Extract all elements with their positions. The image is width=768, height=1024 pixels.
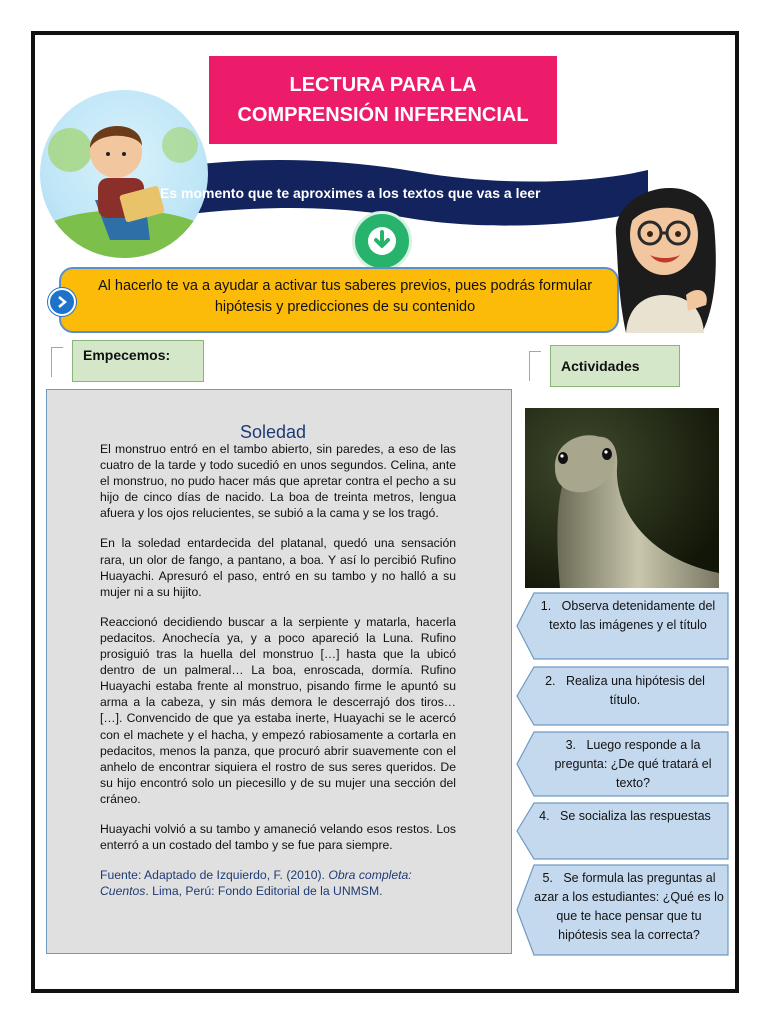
info-text: Al hacerlo te va a ayudar a activar tus saberes previos, pues podrás formular hipótesis y predicciones de su contenido xyxy=(97,278,593,315)
page-title xyxy=(209,56,557,144)
story-body xyxy=(100,441,456,913)
chevron-right-icon xyxy=(48,288,76,316)
arrow-down-icon xyxy=(367,226,397,256)
activities-label-bracket xyxy=(529,351,541,381)
activity-2-text xyxy=(532,672,718,710)
down-arrow-button[interactable] xyxy=(352,211,412,271)
snake-image xyxy=(525,408,719,588)
start-label: Empecemos: xyxy=(72,340,204,382)
teacher-illustration xyxy=(606,165,722,333)
activity-3-num: 3. xyxy=(565,738,577,752)
story-paragraph-3: Reaccionó decidiendo buscar a la serpiente y matarla, hacerla pedacitos. Anochecía ya, y a poco apareció la Luna. Rufino prosiguió tras la huella del monstruo […] hasta que la ubicó dentro de un palmeral… La boa, enroscada, dormía. Rufino Huayachi estaba frente al monstruo, pisando firme le apuntó su arma a la cabeza, y sin más demora le descerrajó dos tiros… […]. Convencido de que ya estaba inerte, Huayachi se le acercó con el machete y el hacha, y empezó rabiosamente a cortarla en pedacitos, menos la panza, que procuró abrir suavemente con el anhelo de encontrar siquiera el rostro de sus seres queridos. De su hijo encontró solo un piecesillo y de su mujer una sección del cráneo. xyxy=(100,614,456,806)
activity-1-num: 1. xyxy=(540,599,552,613)
banner-text: Es momento que te aproximes a los textos que vas a leer xyxy=(160,185,541,201)
story-paragraph-4: Huayachi volvió a su tambo y amaneció velando esos restos. Los enterró a un costado del tambo y se fue para siempre. xyxy=(100,821,456,853)
activity-5-label: Se formula las preguntas al azar a los estudiantes: ¿Qué es lo que te hace pensar que tu hipótesis sea la correcta? xyxy=(534,871,724,942)
activity-1-text xyxy=(530,597,726,635)
story-paragraph-1: El monstruo entró en el tambo abierto, sin paredes, a eso de las cuatro de la tarde y todo sucedió en unos segundos. Celina, ante el monstruo, no pudo hacer más que apretar contra el pecho a su hijo de cinco días de nacido. La boa de treinta metros, lengua afuera y los ojos relucientes, se subió a la cama y se los tragó. xyxy=(100,442,456,521)
activity-5-num: 5. xyxy=(542,871,553,885)
reading-boy-illustration xyxy=(40,90,208,258)
story-title: Soledad xyxy=(240,422,307,442)
story-source xyxy=(100,867,456,899)
activity-1-label: Observa detenidamente del texto las imágenes y el título xyxy=(549,599,716,632)
source-italic: Obra completa: Cuentos xyxy=(100,868,412,899)
activity-2-label: Realiza una hipótesis del título. xyxy=(565,674,705,707)
source-prefix: Fuente: Adaptado de Izquierdo, F. (2010). xyxy=(100,868,329,883)
activity-3-label: Luego responde a la pregunta: ¿De qué tratará el texto? xyxy=(554,738,712,790)
activity-4-num: 4. xyxy=(539,809,550,823)
activities-label: Actividades xyxy=(550,345,680,387)
activity-3-text xyxy=(540,736,726,793)
title-line-2: COMPRENSIÓN INFERENCIAL xyxy=(237,104,529,126)
story-paragraph-2: En la soledad entardecida del platanal, quedó una sensación rara, un olor de fango, a pantano, a boa. Y así lo percibió Rufino Huayachi. Apresuró el paso, entró en su tambo y no halló a su mujer ni a su hijito. xyxy=(100,536,456,599)
source-suffix: . Lima, Perú: Fondo Editorial de la UNMSM. xyxy=(145,884,383,899)
title-line-1: LECTURA PARA LA xyxy=(289,74,477,96)
activity-4-label: Se socializa las respuestas xyxy=(560,809,711,823)
activity-2-num: 2. xyxy=(545,674,556,688)
start-label-bracket xyxy=(51,347,63,377)
activity-4-text xyxy=(530,807,720,826)
activity-5-text xyxy=(532,869,726,945)
